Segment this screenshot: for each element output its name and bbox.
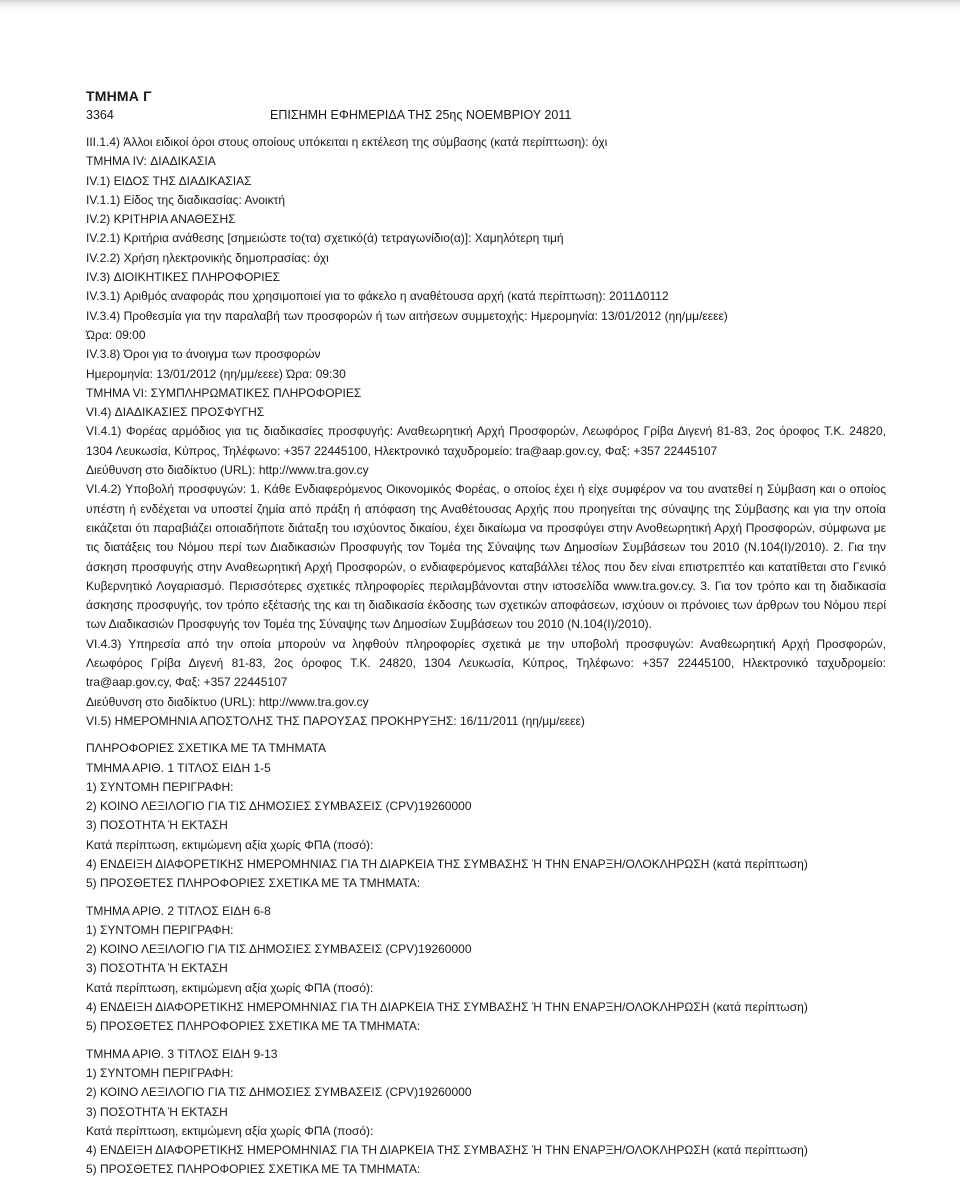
lot-line: 5) ΠΡΟΣΘΕΤΕΣ ΠΛΗΡΟΦΟΡΙΕΣ ΣΧΕΤΙΚΑ ΜΕ ΤΑ ΤΜΗΜΑΤΑ:	[86, 1019, 421, 1034]
lot-line: 3) ΠΟΣΟΤΗΤΑ Ή ΕΚΤΑΣΗ	[86, 961, 228, 976]
lot-line: 2) ΚΟΙΝΟ ΛΕΞΙΛΟΓΙΟ ΓΙΑ ΤΙΣ ΔΗΜΟΣΙΕΣ ΣΥΜΒΑΣΕΙΣ (CPV)19260000	[86, 942, 472, 957]
lot-title: ΤΜΗΜΑ ΑΡΙΘ. 2 ΤΙΤΛΟΣ ΕΙΔΗ 6-8	[86, 903, 271, 918]
lot-line: 5) ΠΡΟΣΘΕΤΕΣ ΠΛΗΡΟΦΟΡΙΕΣ ΣΧΕΤΙΚΑ ΜΕ ΤΑ ΤΜΗΜΑΤΑ:	[86, 876, 421, 891]
text-line: IV.1) ΕΙΔΟΣ ΤΗΣ ΔΙΑΔΙΚΑΣΙΑΣ	[86, 173, 252, 188]
lot-block	[86, 902, 886, 1037]
section-heading: ΤΜΗΜΑ Γ	[86, 88, 152, 104]
lot-line: Κατά περίπτωση, εκτιμώμενη αξία χωρίς ΦΠΑ (ποσό):	[86, 837, 374, 852]
dispatch-date: VI.5) ΗΜΕΡΟΜΗΝΙΑ ΑΠΟΣΤΟΛΗΣ ΤΗΣ ΠΑΡΟΥΣΑΣ ΠΡΟΚΗΡΥΞΗΣ: 16/11/2011 (ηη/μμ/εεεε)	[86, 713, 585, 728]
lot-line: 4) ΕΝΔΕΙΞΗ ΔΙΑΦΟΡΕΤΙΚΗΣ ΗΜΕΡΟΜΗΝΙΑΣ ΓΙΑ ΤΗ ΔΙΑΡΚΕΙΑ ΤΗΣ ΣΥΜΒΑΣΗΣ Ή ΤΗΝ ΕΝΑΡΞΗ/ΟΛΟΚΛΗΡΩΣΗ (κατά περίπτωση)	[86, 856, 808, 871]
text-line: VI.4) ΔΙΑΔΙΚΑΣΙΕΣ ΠΡΟΣΦΥΓΗΣ	[86, 405, 265, 420]
text-line: IV.1.1) Είδος της διαδικασίας: Ανοικτή	[86, 192, 286, 207]
lot-line: Κατά περίπτωση, εκτιμώμενη αξία χωρίς ΦΠΑ (ποσό):	[86, 980, 374, 995]
appeals-body-paragraph: VI.4.1) Φορέας αρμόδιος για τις διαδικασίες προσφυγής: Αναθεωρητική Αρχή Προσφορών, Λεωφόρος Γρίβα Διγενή 81-83, 2ος όροφος Τ.Κ. 24820, 1304 Λευκωσία, Κύπρος, Τηλέφωνο: +357 22445100, Ηλεκτρονικό ταχυδρομείο: tra@aap.gov.cy, Φαξ: +357 22445107	[86, 424, 886, 458]
text-line: IV.2.2) Χρήση ηλεκτρονικής δημοπρασίας: όχι	[86, 250, 329, 265]
text-line: IV.3.4) Προθεσμία για την παραλαβή των προσφορών ή των αιτήσεων συμμετοχής: Ημερομηνία: 13/01/2012 (ηη/μμ/εεεε)	[86, 308, 728, 323]
document-body	[86, 133, 886, 1180]
text-line: III.1.4) Άλλοι ειδικοί όροι στους οποίους υπόκειται η εκτέλεση της σύμβασης (κατά περίπτωση): όχι	[86, 135, 608, 149]
text-line: IV.2.1) Κριτήρια ανάθεσης [σημειώστε το(τα) σχετικό(ά) τετραγωνίδιο(α)]: Χαμηλότερη τιμή	[86, 231, 564, 246]
lot-line: 5) ΠΡΟΣΘΕΤΕΣ ΠΛΗΡΟΦΟΡΙΕΣ ΣΧΕΤΙΚΑ ΜΕ ΤΑ ΤΜΗΜΑΤΑ:	[86, 1162, 421, 1177]
lot-block	[86, 1045, 886, 1180]
lot-line: 1) ΣΥΝΤΟΜΗ ΠΕΡΙΓΡΑΦΗ:	[86, 1065, 234, 1080]
page-number: 3364	[86, 108, 114, 122]
text-line: Ώρα: 09:00	[86, 327, 146, 342]
lot-line: 3) ΠΟΣΟΤΗΤΑ Ή ΕΚΤΑΣΗ	[86, 1104, 228, 1119]
text-line: ΤΜΗΜΑ IV: ΔΙΑΔΙΚΑΣΙΑ	[86, 154, 216, 169]
lot-line: 1) ΣΥΝΤΟΜΗ ΠΕΡΙΓΡΑΦΗ:	[86, 922, 234, 937]
appeals-submission-paragraph: VI.4.2) Υποβολή προσφυγών: 1. Κάθε Ενδιαφερόμενος Οικονομικός Φορέας, ο οποίος έχει ή είχε συμφέρον να του ανατεθεί η Σύμβαση και ο οποίος υπέστη ή ενδέχεται να υποστεί ζημία από πράξη ή απόφαση της Αναθέτουσας Αρχής που προηγείται της σύναψης της Σύμβασης και για την οποία εικάζεται ότι παραβιάζει οποιαδήποτε διάταξη του ισχύοντος δικαίου, έχει δικαίωμα να προσφύγει στην Ανοθεωρητική Αρχή Προσφορών, σύμφωνα με τις διατάξεις του Νόμου περί των Διαδικασιών Προσφυγής τον Τομέα της Σύναψης των Δημοσίων Συμβάσεων του 2010 (Ν.104(Ι)/2010). 2. Για την άσκηση προσφυγής στην Αναθεωρητική Αρχή Προσφορών, ο ενδιαφερόμενος καταβάλλει τέλος που δεν είναι επιστρεπτέο και κατατίθεται στο Γενικό Κυβερνητικό Λογαριασμό. Περισσότερες σχετικές πληροφορίες περιλαμβάνονται στην ιστοσελίδα www.tra.gov.cy. 3. Για τον τρόπο και τη διαδικασία άσκησης προσφυγής, τον τρόπο εξέτασής της και τη διαδικασία έκδοσης των σχετικών αποφάσεων, ισχύουν οι πρόνοιες των άρθρων του Νόμου περί των Διαδικασιών Προσφυγής τον Τομέα της Σύναψης των Δημοσίων Συμβάσεων του 2010 (Ν.104(Ι)/2010).	[86, 482, 886, 632]
scan-edge	[0, 0, 960, 10]
annex-title: ΠΛΗΡΟΦΟΡΙΕΣ ΣΧΕΤΙΚΑ ΜΕ ΤΑ ΤΜΗΜΑΤΑ	[86, 741, 327, 756]
lot-line: Κατά περίπτωση, εκτιμώμενη αξία χωρίς ΦΠΑ (ποσό):	[86, 1123, 374, 1138]
lot-title: ΤΜΗΜΑ ΑΡΙΘ. 3 ΤΙΤΛΟΣ ΕΙΔΗ 9-13	[86, 1046, 278, 1061]
appeals-body-url: Διεύθυνση στο διαδίκτυο (URL): http://www.tra.gov.cy	[86, 463, 369, 478]
text-line: IV.3) ΔΙΟΙΚΗΤΙΚΕΣ ΠΛΗΡΟΦΟΡΙΕΣ	[86, 270, 281, 285]
lot-line: 1) ΣΥΝΤΟΜΗ ΠΕΡΙΓΡΑΦΗ:	[86, 779, 234, 794]
text-line: IV.2) ΚΡΙΤΗΡΙΑ ΑΝΑΘΕΣΗΣ	[86, 212, 236, 227]
text-line: Ημερομηνία: 13/01/2012 (ηη/μμ/εεεε) Ώρα: 09:30	[86, 366, 346, 381]
lot-line: 2) ΚΟΙΝΟ ΛΕΞΙΛΟΓΙΟ ΓΙΑ ΤΙΣ ΔΗΜΟΣΙΕΣ ΣΥΜΒΑΣΕΙΣ (CPV)19260000	[86, 1085, 472, 1100]
running-title: ΕΠΙΣΗΜΗ ΕΦΗΜΕΡΙΔΑ ΤΗΣ 25ης ΝΟΕΜΒΡΙΟΥ 2011	[270, 108, 572, 122]
lot-line: 4) ΕΝΔΕΙΞΗ ΔΙΑΦΟΡΕΤΙΚΗΣ ΗΜΕΡΟΜΗΝΙΑΣ ΓΙΑ ΤΗ ΔΙΑΡΚΕΙΑ ΤΗΣ ΣΥΜΒΑΣΗΣ Ή ΤΗΝ ΕΝΑΡΞΗ/ΟΛΟΚΛΗΡΩΣΗ (κατά περίπτωση)	[86, 1143, 808, 1158]
lot-line: 4) ΕΝΔΕΙΞΗ ΔΙΑΦΟΡΕΤΙΚΗΣ ΗΜΕΡΟΜΗΝΙΑΣ ΓΙΑ ΤΗ ΔΙΑΡΚΕΙΑ ΤΗΣ ΣΥΜΒΑΣΗΣ Ή ΤΗΝ ΕΝΑΡΞΗ/ΟΛΟΚΛΗΡΩΣΗ (κατά περίπτωση)	[86, 1000, 808, 1015]
text-line: IV.3.8) Όροι για το άνοιγμα των προσφορών	[86, 347, 321, 362]
text-line: ΤΜΗΜΑ VI: ΣΥΜΠΛΗΡΩΜΑΤΙΚΕΣ ΠΛΗΡΟΦΟΡΙΕΣ	[86, 385, 362, 400]
lot-line: 2) ΚΟΙΝΟ ΛΕΞΙΛΟΓΙΟ ΓΙΑ ΤΙΣ ΔΗΜΟΣΙΕΣ ΣΥΜΒΑΣΕΙΣ (CPV)19260000	[86, 799, 472, 814]
lot-line: 3) ΠΟΣΟΤΗΤΑ Ή ΕΚΤΑΣΗ	[86, 818, 228, 833]
lot-title: ΤΜΗΜΑ ΑΡΙΘ. 1 ΤΙΤΛΟΣ ΕΙΔΗ 1-5	[86, 760, 271, 775]
text-line: IV.3.1) Αριθμός αναφοράς που χρησιμοποιεί για το φάκελο η αναθέτουσα αρχή (κατά περίπτωση): 2011Δ0112	[86, 289, 669, 304]
appeals-info-paragraph: VI.4.3) Υπηρεσία από την οποία μπορούν να ληφθούν πληροφορίες σχετικά με την υποβολή προσφυγών: Αναθεωρητική Αρχή Προσφορών, Λεωφόρος Γρίβα Διγενή 81-83, 2ος όροφος Τ.Κ. 24820, 1304 Λευκωσία, Κύπρος, Τηλέφωνο: +357 22445100, Ηλεκτρονικό ταχυδρομείο: tra@aap.gov.cy, Φαξ: +357 22445107	[86, 636, 886, 690]
appeals-info-url: Διεύθυνση στο διαδίκτυο (URL): http://www.tra.gov.cy	[86, 694, 369, 709]
lot-block	[86, 759, 886, 894]
